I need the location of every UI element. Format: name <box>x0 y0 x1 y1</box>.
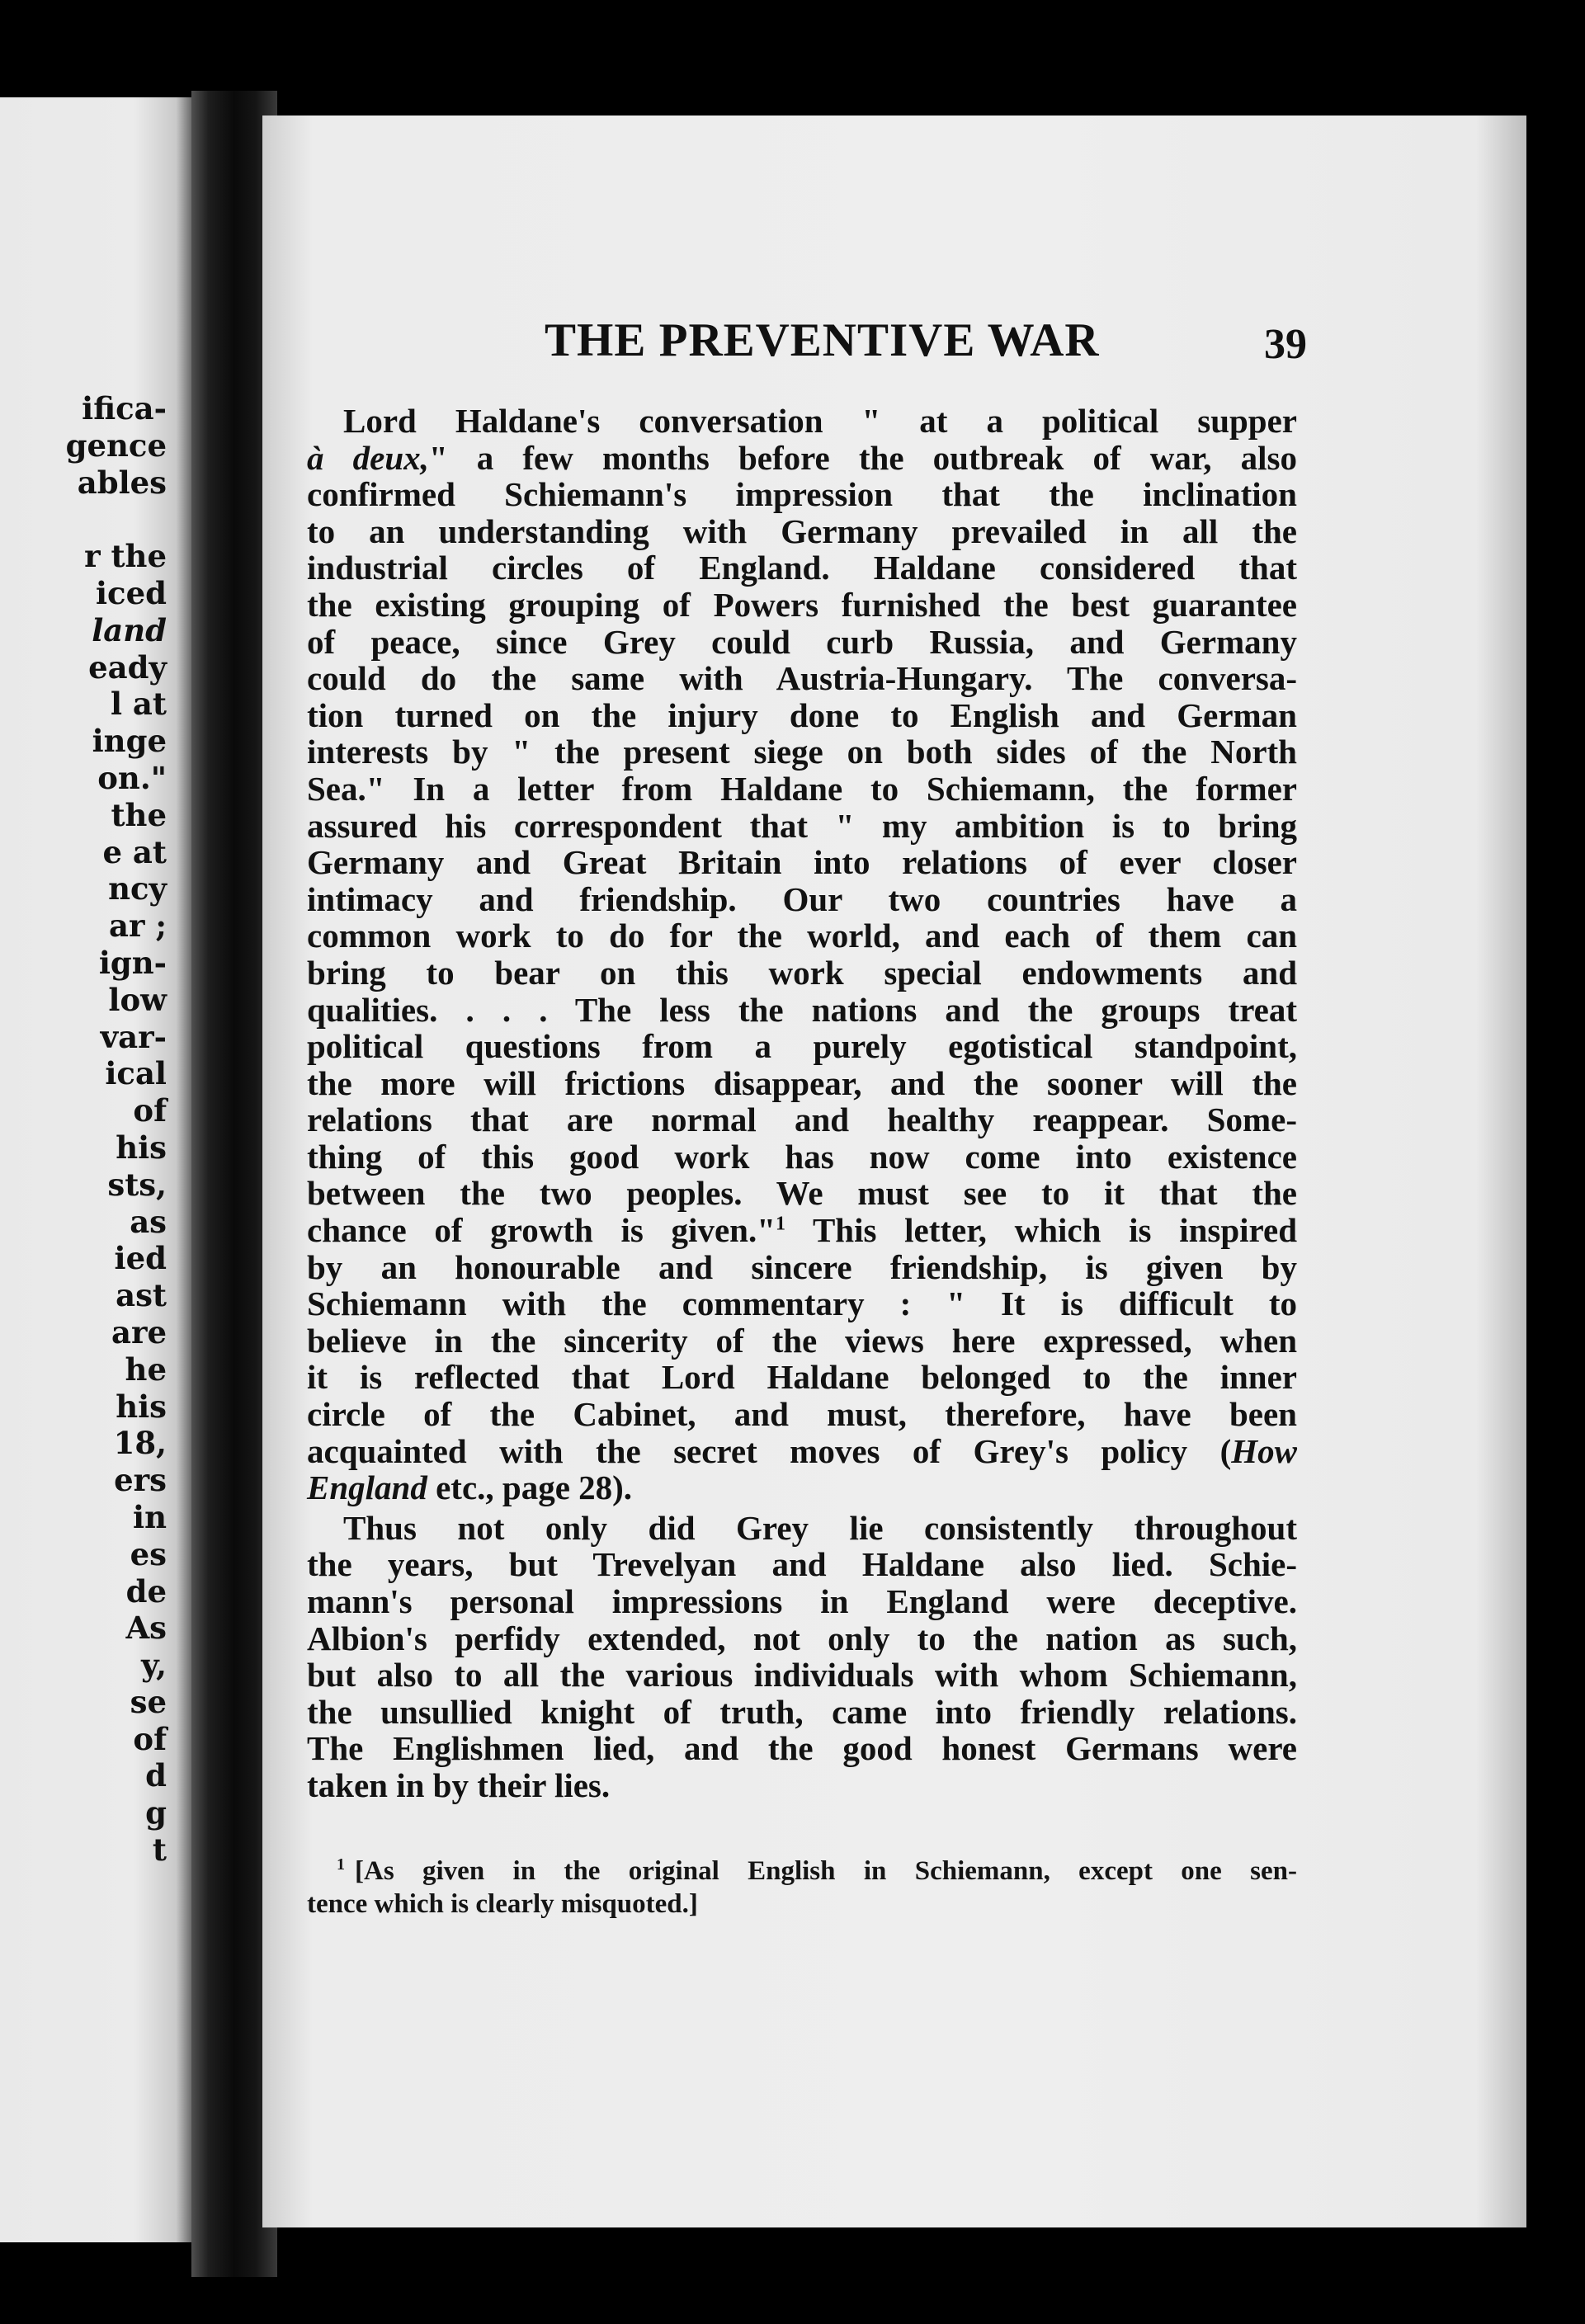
footnote-line <box>307 1855 1297 1888</box>
text-line <box>307 955 1297 992</box>
left-page-line: ers <box>114 1462 167 1499</box>
text-run: assured his correspondent that " my ambition is to bring <box>307 806 1297 845</box>
text-run: to an understanding with Germany prevailed in all the <box>307 511 1297 550</box>
left-page-line: ifica- <box>82 390 167 427</box>
left-page-line: es <box>130 1535 167 1572</box>
left-page-line: on." <box>97 759 167 796</box>
text-run: acquainted with the secret moves of Grey's policy ( <box>307 1431 1232 1470</box>
text-line <box>307 917 1297 955</box>
left-page-line: in <box>133 1498 167 1535</box>
left-page-line: y, <box>141 1647 167 1684</box>
text-line <box>307 992 1297 1029</box>
left-page-line: var- <box>100 1018 167 1055</box>
text-line <box>307 1285 1297 1322</box>
left-page-line: iced <box>96 574 167 611</box>
text-run: common work to do for the world, and each of them can <box>307 917 1297 955</box>
text-line <box>307 403 1297 440</box>
text-run: between the two peoples. We must see to it that the <box>307 1174 1297 1213</box>
italic-run: How <box>1231 1431 1297 1470</box>
footnote-text: [As given in the original English in Schiemann, except one sen- <box>355 1856 1297 1886</box>
left-page-line: eady <box>88 648 167 686</box>
text-line <box>307 1657 1297 1694</box>
text-run: industrial circles of England. Haldane considered that <box>307 549 1297 587</box>
left-page-line: as <box>130 1203 167 1240</box>
left-page-line: g <box>145 1794 167 1831</box>
text-run: The Englishmen lied, and the good honest Germans were <box>307 1729 1297 1768</box>
text-line <box>307 697 1297 734</box>
left-page-line: r the <box>84 538 167 575</box>
text-line <box>307 1101 1297 1138</box>
text-run: interests by " the present siege on both sides of the North <box>307 733 1297 771</box>
left-page-line: ables <box>77 464 167 501</box>
left-page-line: he <box>125 1351 167 1388</box>
left-page-line: As <box>125 1610 167 1647</box>
footnote-marker: 1 <box>337 1855 345 1874</box>
text-run: by an honourable and sincere friendship, is given by <box>307 1247 1297 1286</box>
left-page-line: t <box>152 1831 167 1869</box>
text-run: the more will frictions disappear, and the sooner will the <box>307 1063 1297 1102</box>
footnote <box>307 1855 1297 1921</box>
left-facing-page <box>0 97 191 2242</box>
left-page-line: sts, <box>107 1166 167 1203</box>
text-line <box>307 660 1297 697</box>
text-run: qualities. . . . The less the nations and the groups treat <box>307 990 1297 1029</box>
text-line <box>307 881 1297 918</box>
left-page-line <box>66 501 167 538</box>
text-run: Sea." In a letter from Haldane to Schiemann, the former <box>307 769 1297 808</box>
body-text <box>307 403 1297 1804</box>
text-run: circle of the Cabinet, and must, therefore, have been <box>307 1395 1297 1434</box>
left-page-line: e at <box>102 833 167 870</box>
text-run: Albion's perfidy extended, not only to the nation as such, <box>307 1619 1297 1657</box>
text-line <box>307 1694 1297 1731</box>
text-run: Schiemann with the commentary : " It is difficult to <box>307 1285 1297 1323</box>
text-line <box>307 1322 1297 1360</box>
text-run: Germany and Great Britain into relations of ever closer <box>307 843 1297 882</box>
italic-run: à deux, <box>307 438 429 477</box>
text-line <box>307 1359 1297 1396</box>
footnote-line <box>307 1888 1297 1921</box>
italic-run: England <box>307 1468 427 1507</box>
text-run: could do the same with Austria-Hungary. The conversa- <box>307 659 1297 698</box>
text-run: of peace, since Grey could curb Russia, and Germany <box>307 622 1297 661</box>
text-line <box>307 1138 1297 1176</box>
text-run: confirmed Schiemann's impression that the inclination <box>307 475 1297 514</box>
text-run: " a few months before the outbreak of war, also <box>428 438 1298 477</box>
left-page-line: ast <box>116 1277 167 1314</box>
page-number: 39 <box>1264 321 1307 368</box>
text-run: chance of growth is given." <box>307 1211 776 1250</box>
text-run: the years, but Trevelyan and Haldane also lied. Schie- <box>307 1545 1297 1584</box>
left-page-line: gence <box>65 427 167 464</box>
text-run: This letter, which is inspired <box>785 1211 1297 1250</box>
left-page-line: ical <box>105 1055 167 1092</box>
text-line <box>307 844 1297 881</box>
text-line <box>307 624 1297 661</box>
text-line <box>307 808 1297 845</box>
text-run: the unsullied knight of truth, came into friendly relations. <box>307 1692 1297 1731</box>
text-run: Lord Haldane's conversation " at a political supper <box>343 402 1297 440</box>
text-run: relations that are normal and healthy reappear. Some- <box>307 1101 1297 1139</box>
text-run: it is reflected that Lord Haldane belonged to the inner <box>307 1358 1297 1397</box>
text-run: political questions from a purely egotistical standpoint, <box>307 1027 1297 1066</box>
text-run: intimacy and friendship. Our two countries have a <box>307 879 1297 918</box>
text-line <box>307 1620 1297 1657</box>
left-page-line: inge <box>92 723 167 760</box>
text-line <box>307 771 1297 808</box>
text-line <box>307 1065 1297 1102</box>
left-page-line: ied <box>114 1240 167 1277</box>
left-page-line: de <box>125 1572 167 1610</box>
text-run: mann's personal impressions in England were deceptive. <box>307 1582 1297 1620</box>
text-line <box>307 1469 1297 1506</box>
text-line <box>307 733 1297 771</box>
text-line <box>307 549 1297 587</box>
text-line <box>307 1433 1297 1470</box>
left-page-line: se <box>130 1683 167 1720</box>
footnote-text: tence which is clearly misquoted.] <box>307 1889 698 1919</box>
text-line <box>307 1175 1297 1212</box>
running-title: THE PREVENTIVE WAR <box>545 314 1100 366</box>
left-page-line: ncy <box>108 870 167 907</box>
text-run: etc., page 28). <box>427 1468 633 1507</box>
text-line <box>307 1510 1297 1547</box>
text-line <box>307 513 1297 550</box>
left-page-line: of <box>133 1720 167 1757</box>
footnote-reference: 1 <box>775 1213 785 1235</box>
text-run: tion turned on the injury done to English and German <box>307 695 1297 734</box>
text-line <box>307 1396 1297 1433</box>
text-line <box>307 440 1297 477</box>
left-page-line: his <box>116 1129 167 1166</box>
left-page-line: of <box>133 1092 167 1129</box>
text-run: bring to bear on this work special endowments and <box>307 953 1297 992</box>
left-page-line: l at <box>110 686 167 723</box>
text-run: thing of this good work has now come into existence <box>307 1137 1297 1176</box>
text-run: believe in the sincerity of the views here expressed, when <box>307 1321 1297 1360</box>
running-head <box>262 313 1526 371</box>
text-line <box>307 1583 1297 1620</box>
text-run: Thus not only did Grey lie consistently throughout <box>343 1508 1297 1547</box>
left-page-line: ar ; <box>108 907 167 945</box>
text-line <box>307 1212 1297 1249</box>
left-page-line: land <box>92 611 167 648</box>
text-line <box>307 587 1297 624</box>
text-run: taken in by their lies. <box>307 1765 611 1804</box>
left-page-line: d <box>145 1757 167 1794</box>
text-line <box>307 1767 1297 1804</box>
left-page-line: 18, <box>113 1425 167 1462</box>
text-run: but also to all the various individuals with whom Schiemann, <box>307 1656 1297 1695</box>
text-line <box>307 1546 1297 1583</box>
left-page-line: low <box>108 981 167 1018</box>
left-page-text-fragments <box>66 390 167 1869</box>
left-page-line: the <box>111 796 167 833</box>
left-page-line: ign- <box>98 944 167 981</box>
text-line <box>307 1249 1297 1286</box>
text-line <box>307 476 1297 513</box>
left-page-line: his <box>116 1388 167 1425</box>
left-page-line: are <box>111 1313 167 1351</box>
text-line <box>307 1730 1297 1767</box>
text-run: the existing grouping of Powers furnished the best guarantee <box>307 585 1297 624</box>
text-line <box>307 1028 1297 1065</box>
